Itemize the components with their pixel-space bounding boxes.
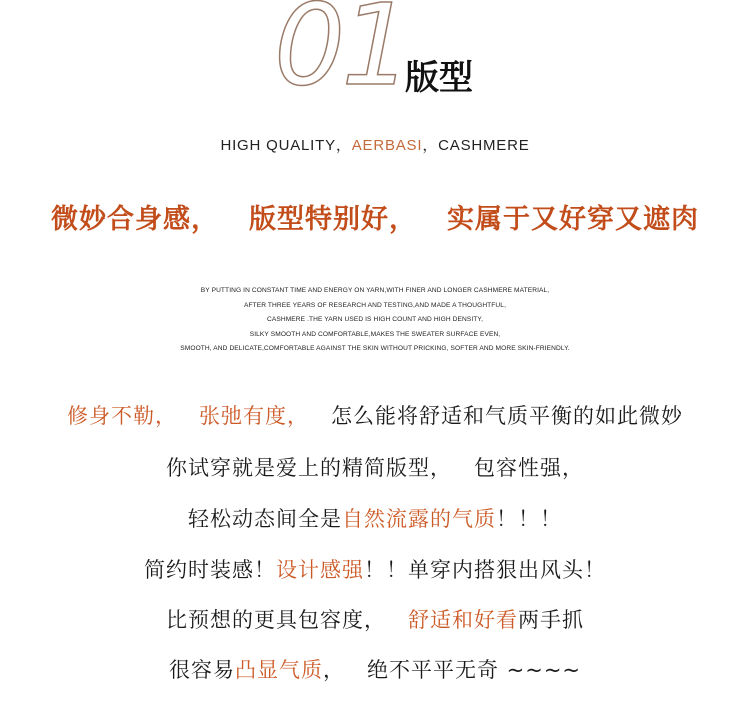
copy-line-5: [0, 605, 750, 635]
subtitle-cashmere: ，CASHMERE: [422, 137, 530, 154]
line-5-highlight: 舒适和好看: [408, 608, 518, 632]
line-6-text-d: 绝不平平无奇 ~~~~: [366, 658, 582, 682]
copy-line-6: [0, 655, 750, 685]
line-1-highlight-a: 修身不勒，: [67, 404, 177, 428]
section-header: [0, 0, 750, 112]
line-3-text-a: 轻松动态间全是: [188, 507, 342, 531]
line-5-text-c: 两手抓: [518, 608, 584, 632]
line-4-text-c: ！！单穿内搭狠出风头！: [364, 558, 606, 582]
english-line: SILKY SMOOTH AND COMFORTABLE,MAKES THE SWEATER SURFACE EVEN,: [249, 330, 501, 338]
line-1-highlight-b: 张弛有度，: [199, 404, 309, 428]
line-6-text-c: ，: [322, 658, 345, 682]
line-1-text: 怎么能将舒适和气质平衡的如此微妙: [331, 404, 683, 428]
section-title: 版型: [405, 58, 473, 98]
section-number: 01: [274, 0, 409, 111]
line-2-text-b: 包容性强，: [474, 456, 584, 480]
line-3-text-c: ！！！: [496, 507, 562, 531]
line-3-highlight: 自然流露的气质: [342, 507, 496, 531]
english-line: AFTER THREE YEARS OF RESEARCH AND TESTING,AND MADE A THOUGHTFUL,: [243, 301, 506, 309]
headline: [0, 202, 750, 238]
headline-part-3: 实属于又好穿又遮肉: [447, 204, 699, 235]
line-6-text-a: 很容易: [168, 658, 235, 682]
english-line: BY PUTTING IN CONSTANT TIME AND ENERGY ON YARN,WITH FINER AND LONGER CASHMERE MATERIAL,: [200, 287, 550, 294]
headline-part-1: 微妙合身感，: [51, 204, 219, 235]
copy-line-1: [0, 401, 750, 431]
subtitle-brand: AERBASI: [351, 137, 423, 154]
line-4-text-a: 简约时装感！: [144, 558, 276, 582]
brand-subtitle: [0, 134, 750, 155]
english-line: SMOOTH, AND DELICATE,COMFORTABLE AGAINST THE SKIN WITHOUT PRICKING, SOFTER AND MORE SKIN-FRIENDLY.: [180, 345, 570, 352]
line-2-text-a: 你试穿就是爱上的精简版型，: [166, 456, 452, 480]
copy-line-4: [0, 555, 750, 585]
line-6-highlight: 凸显气质: [234, 658, 323, 682]
english-paragraph: [0, 284, 750, 357]
english-line: CASHMERE .THE YARN USED IS HIGH COUNT AND HIGH DENSITY,: [266, 316, 484, 323]
subtitle-quality: HIGH QUALITY，: [220, 137, 352, 154]
copy-line-3: [0, 504, 750, 534]
headline-part-2: 版型特别好，: [249, 204, 417, 235]
line-4-highlight: 设计感强: [276, 558, 364, 582]
line-5-text-a: 比预想的更具包容度，: [166, 608, 386, 632]
copy-line-2: [0, 453, 750, 483]
